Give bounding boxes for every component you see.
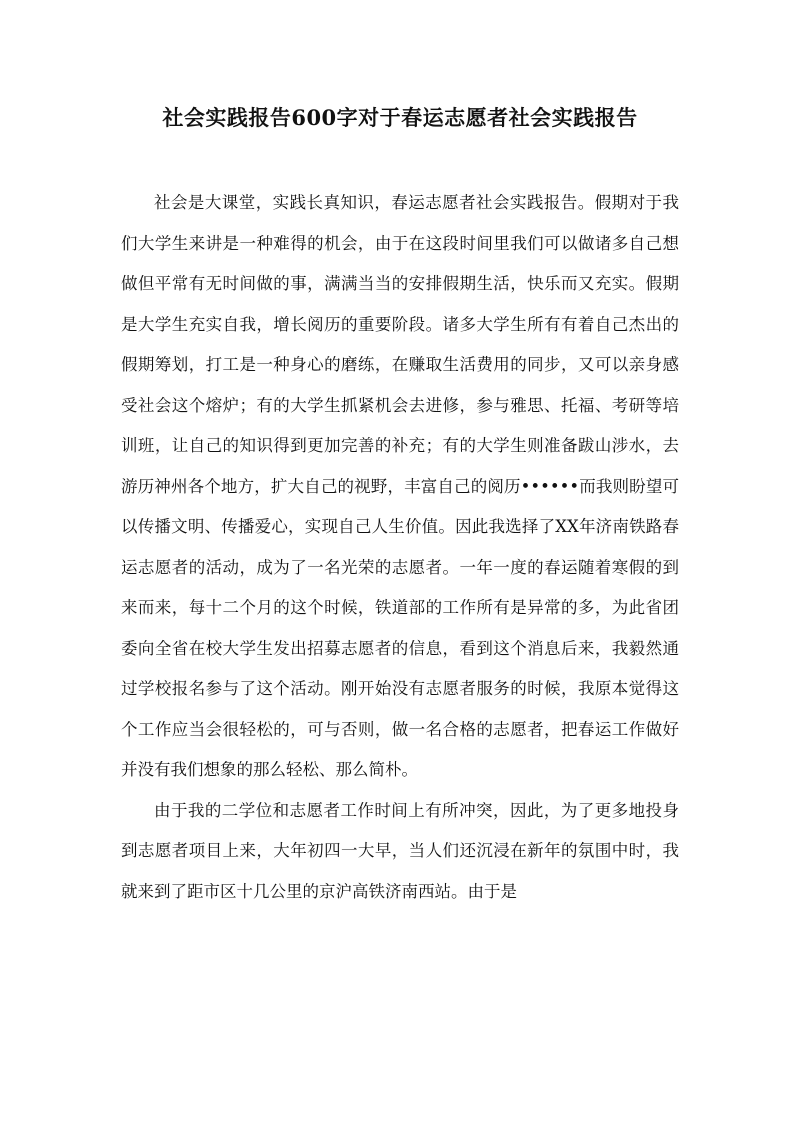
document-title: 社会实践报告600字对于春运志愿者社会实践报告	[162, 105, 638, 130]
paragraph-2: 由于我的二学位和志愿者工作时间上有所冲突，因此，为了更多地投身到志愿者项目上来，大年初四一大早，当人们还沉浸在新年的氛围中时，我就来到了距市区十几公里的京沪高铁济南西站。由于是	[121, 800, 679, 901]
paragraph-1: 社会是大课堂，实践长真知识，春运志愿者社会实践报告。假期对于我们大学生来讲是一种难得的机会，由于在这段时间里我们可以做诸多自己想做但平常有无时间做的事，满满当当的安排假期生活，快乐而又充实。假期是大学生充实自我，增长阅历的重要阶段。诸多大学生所有有着自己杰出的假期筹划，打工是一种身心的磨练，在赚取生活费用的同步，又可以亲身感受社会这个熔炉；有的大学生抓紧机会去进修，参与雅思、托福、考研等培训班，让自己的知识得到更加完善的补充；有的大学生则准备跋山涉水，去游历神州各个地方，扩大自己的视野，丰富自己的阅历••••••而我则盼望可以传播文明、传播爱心，实现自己人生价值。因此我选择了XX年济南铁路春运志愿者的活动，成为了一名光荣的志愿者。一年一度的春运随着寒假的到来而来，每十二个月的这个时候，铁道部的工作所有是异常的多，为此省团委向全省在校大学生发出招募志愿者的信息，看到这个消息后来，我毅然通过学校报名参与了这个活动。刚开始没有志愿者服务的时候，我原本觉得这个工作应当会很轻松的，可与否则，做一名合格的志愿者，把春运工作做好并没有我们想象的那么轻松、那么简朴。	[121, 193, 679, 779]
document-body	[121, 183, 679, 912]
